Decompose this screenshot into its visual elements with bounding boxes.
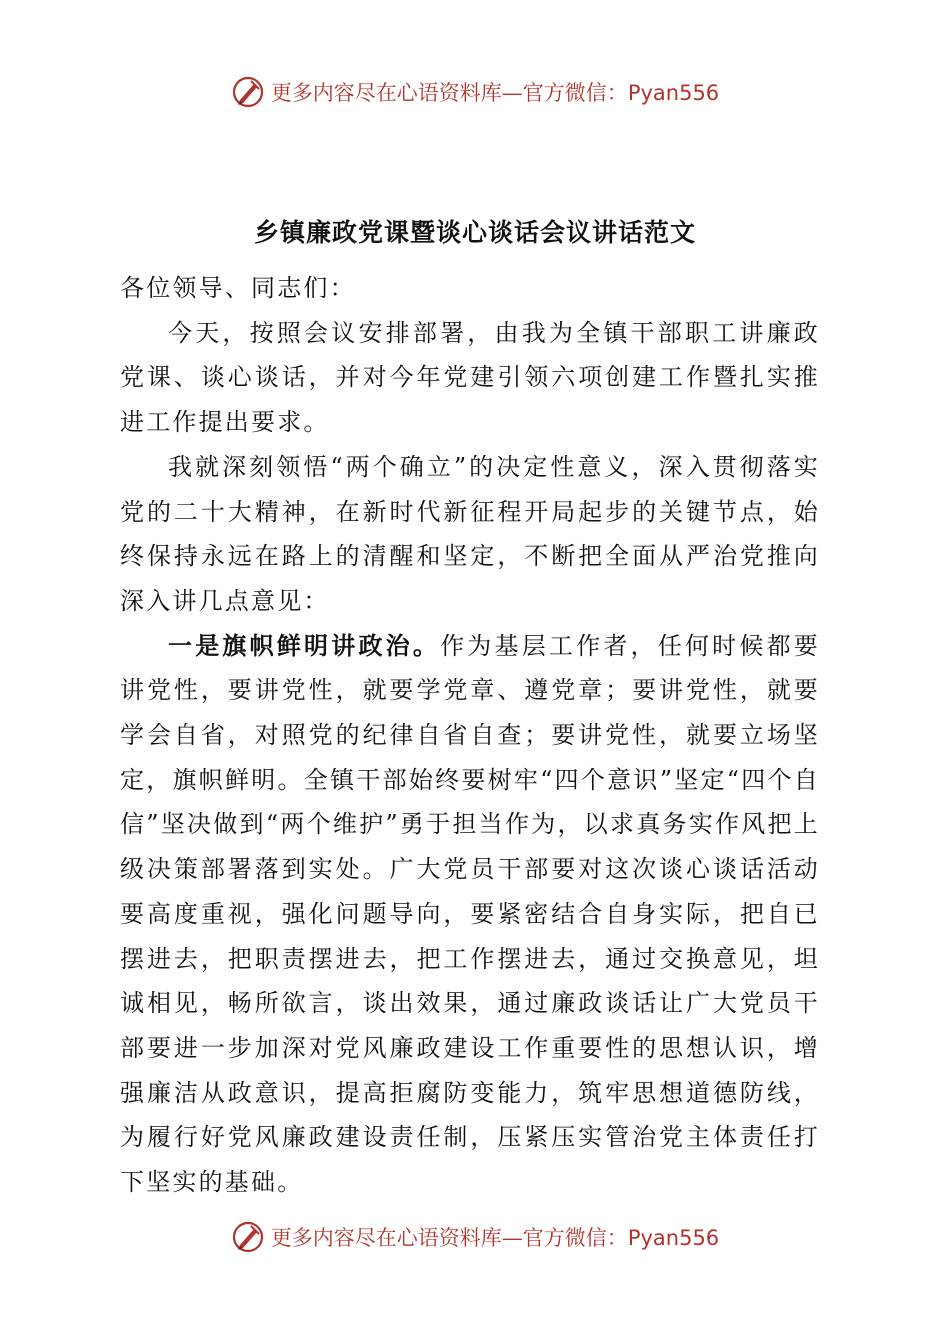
watermark-text: 更多内容尽在心语资料库—官方微信：Pyan556 [270,1226,720,1250]
watermark-text: 更多内容尽在心语资料库—官方微信：Pyan556 [270,81,720,105]
wechat-id: Pyan556 [627,81,720,105]
paragraph-outline: 我就深刻领悟“两个确立”的决定性意义，深入贯彻落实党的二十大精神，在新时代新征程开局起步的关键节点，始终保持永远在路上的清醒和坚定，不断把全面从严治党推向深入讲几点意见： [120,452,820,615]
document-title: 乡镇廉政党课暨谈心谈话会议讲话范文 [253,218,696,247]
point-1-heading: 一是旗帜鲜明讲政治。 [168,630,441,660]
salutation: 各位领导、同志们： [120,274,356,302]
wechat-id: Pyan556 [627,1226,720,1250]
footer-watermark [0,1217,950,1257]
header-watermark [0,72,950,112]
fountain-pen-logo-icon [231,1220,265,1254]
document-body [120,266,820,1205]
point-1-body: 作为基层工作者，任何时候都要讲党性，要讲党性，就要学党章、遵党章；要讲党性，就要学会自省，对照党的纪律自省自查；要讲党性，就要立场坚定，旗帜鲜明。全镇干部始终要树牢“四个意识”坚定“四个自信”坚决做到“两个维护”勇于担当作为，以求真务实作风把上级决策部署落到实处。广大党员干部要对这次谈心谈话活动要高度重视，强化问题导向，要紧密结合自身实际，把自已摆进去，把职责摆进去，把工作摆进去，通过交换意见，坦诚相见，畅所欲言，谈出效果，通过廉政谈话让广大党员干部要进一步加深对党风廉政建设工作重要性的思想认识，增强廉洁从政意识，提高拒腐防变能力，筑牢思想道德防线，为履行好党风廉政建设责任制，压紧压实管治党主体责任打下坚实的基础。 [120,631,820,1197]
paragraph-point-1 [120,624,820,1205]
fountain-pen-logo-icon [231,75,265,109]
paragraph-intro: 今天，按照会议安排部署，由我为全镇干部职工讲廉政党课、谈心谈话，并对今年党建引领六项创建工作暨扎实推进工作提出要求。 [120,318,820,437]
